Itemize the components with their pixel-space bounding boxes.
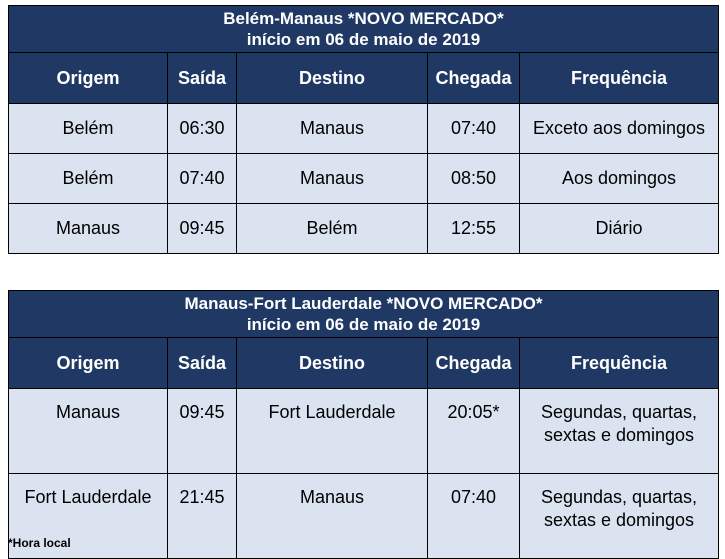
schedule-table-belem-manaus — [8, 5, 719, 254]
frequencia-line: sextas e domingos — [543, 510, 695, 530]
cell-saida: 09:45 — [168, 389, 237, 474]
table-title-route: Belém-Manaus *NOVO MERCADO* — [223, 9, 504, 28]
cell-saida: 09:45 — [168, 204, 237, 254]
table-title — [9, 291, 719, 338]
table-row — [9, 474, 719, 559]
column-header-saida: Saída — [168, 338, 237, 389]
column-header-frequencia: Frequência — [520, 338, 719, 389]
frequencia-line: Segundas, quartas, — [540, 402, 698, 422]
schedule-table-manaus-fort-lauderdale — [8, 290, 719, 559]
table-row — [9, 204, 719, 254]
table-title-start-date: início em 06 de maio de 2019 — [246, 315, 481, 334]
column-header-chegada: Chegada — [428, 338, 520, 389]
table-row — [9, 154, 719, 204]
cell-chegada: 12:55 — [428, 204, 520, 254]
column-header-frequencia: Frequência — [520, 53, 719, 104]
cell-destino: Fort Lauderdale — [237, 389, 428, 474]
table-title-start-date: início em 06 de maio de 2019 — [246, 30, 481, 49]
cell-origem: Belém — [9, 104, 168, 154]
column-header-chegada: Chegada — [428, 53, 520, 104]
cell-origem: Belém — [9, 154, 168, 204]
cell-chegada: 08:50 — [428, 154, 520, 204]
cell-chegada: 07:40 — [428, 474, 520, 559]
cell-destino: Belém — [237, 204, 428, 254]
table-row — [9, 104, 719, 154]
cell-frequencia: Diário — [520, 204, 719, 254]
column-header-saida: Saída — [168, 53, 237, 104]
table-row — [9, 389, 719, 474]
cell-destino: Manaus — [237, 154, 428, 204]
frequencia-line: sextas e domingos — [543, 425, 695, 445]
column-header-destino: Destino — [237, 338, 428, 389]
cell-frequencia: Aos domingos — [520, 154, 719, 204]
cell-destino: Manaus — [237, 104, 428, 154]
cell-chegada: 07:40 — [428, 104, 520, 154]
frequencia-line: Segundas, quartas, — [540, 487, 698, 507]
cell-saida: 06:30 — [168, 104, 237, 154]
column-header-origem: Origem — [9, 53, 168, 104]
footnote: *Hora local — [8, 536, 71, 550]
cell-frequencia: Exceto aos domingos — [520, 104, 719, 154]
cell-frequencia — [520, 389, 719, 474]
column-header-origem: Origem — [9, 338, 168, 389]
cell-saida: 21:45 — [168, 474, 237, 559]
table-title — [9, 6, 719, 53]
cell-origem: Manaus — [9, 204, 168, 254]
header-row — [9, 338, 719, 389]
cell-destino: Manaus — [237, 474, 428, 559]
cell-chegada: 20:05* — [428, 389, 520, 474]
column-header-destino: Destino — [237, 53, 428, 104]
cell-origem: Manaus — [9, 389, 168, 474]
table-title-route: Manaus-Fort Lauderdale *NOVO MERCADO* — [184, 294, 543, 313]
cell-frequencia — [520, 474, 719, 559]
cell-saida: 07:40 — [168, 154, 237, 204]
header-row — [9, 53, 719, 104]
cell-origem: Fort Lauderdale — [9, 474, 168, 559]
